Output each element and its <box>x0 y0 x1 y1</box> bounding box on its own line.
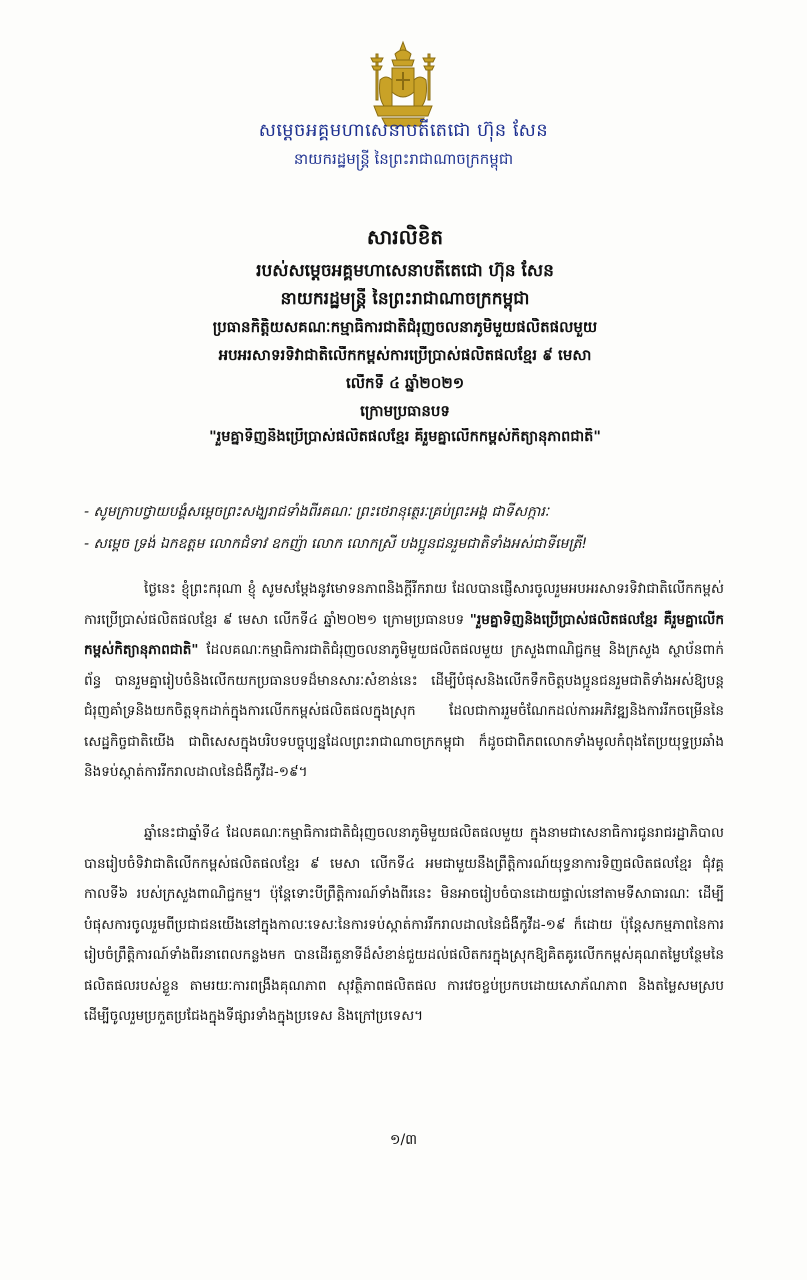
paragraph-intro: ថ្ងៃនេះ ខ្ញុំព្រះករុណា ខ្ញុំ សូមសម្តែងនូវមោទនភាពនិងក្តីរីករាយ ដែលបានផ្ញើសារចូលរួមអបអរសាទរទិវាជាតិលើកកម្ពស់ការប្រើប្រាស់ផលិតផលខ្មែរ ៩ មេសា លើកទី៤ ឆ្នាំ២០២១ ក្រោមប្រធានបទ <box>84 581 724 628</box>
heading-line: ប្រធានកិត្តិយសគណៈកម្មាធិការជាតិជំរុញចលនាភូមិមួយផលិតផលមួយ <box>212 318 598 336</box>
salutation-line: - សម្តេច ទ្រង់ ឯកឧត្តម លោកជំទាវ ឧកញ៉ា លោក លោកស្រី បងប្អូនជនរួមជាតិទាំងអស់ជាទីមេត្រី! <box>84 536 588 552</box>
heading-line: ក្រោមប្រធានបទ <box>360 402 450 420</box>
royal-arms-of-cambodia-icon <box>362 40 444 128</box>
sender-name: សម្តេចអគ្គមហាសេនាបតីតេជោ ហ៊ុន សែន <box>258 120 549 141</box>
heading-line: របស់សម្តេចអគ្គមហាសេនាបតីតេជោ ហ៊ុន សែន <box>256 261 554 281</box>
heading-line: លើកទី ៤ ឆ្នាំ២០២១ <box>345 374 465 392</box>
salutation-line: - សូមក្រាបថ្វាយបង្គំសម្តេចព្រះសង្ឃរាជទាំងពីរគណៈ ព្រះថេរានុត្ថេរៈគ្រប់ព្រះអង្គ ជាទីសក្ការៈ <box>84 504 550 520</box>
heading-line: នាយករដ្ឋមន្ត្រី នៃព្រះរាជាណាចក្រកម្ពុជា <box>280 289 530 309</box>
document-title: សារលិខិត <box>366 225 444 249</box>
paragraph-theme: "រួមគ្នាទិញនិងប្រើប្រាស់ផលិតផលខ្មែរ គឺរួមគ្នាលើកកម្ពស់កិត្យានុភាពជាតិ" <box>84 611 724 658</box>
heading-line: អបអរសាទរទិវាជាតិលើកកម្ពស់ការប្រើប្រាស់ផលិតផលខ្មែរ ៩ មេសា <box>218 346 592 364</box>
body-paragraph <box>84 574 724 788</box>
sender-title: នាយករដ្ឋមន្ត្រី នៃព្រះរាជាណាចក្រកម្ពុជា <box>293 150 514 168</box>
theme-line: "រួមគ្នាទិញនិងប្រើប្រាស់ផលិតផលខ្មែរ គឺរួមគ្នាលើកកម្ពស់កិត្យានុភាពជាតិ" <box>209 429 601 445</box>
paragraph-rest: ដែលគណៈកម្មាធិការជាតិជំរុញចលនាភូមិមួយផលិតផលមួយ ក្រសួងពាណិជ្ជកម្ម និងក្រសួង ស្ថាប័នពាក់ព័ន្ធ បានរួមគ្នារៀបចំនិងលើកយកប្រធានបទដ៏មានសារៈសំខាន់នេះ ដើម្បីបំផុសនិងលើកទឹកចិត្តបងប្អូនជនរួមជាតិទាំងអស់ឱ្យបន្តជំរុញគាំទ្រនិងយកចិត្តទុកដាក់ក្នុងការលើកកម្ពស់ផលិតផលក្នុងស្រុក ដែលជាការរួមចំណែកដល់ការអភិវឌ្ឍនិងការរីកចម្រើននៃសេដ្ឋកិច្ចជាតិយើង ជាពិសេសក្នុងបរិបទបច្ចុប្បន្នដែលព្រះរាជាណាចក្រកម្ពុជា ក៏ដូចជាពិភពលោកទាំងមូលកំពុងតែប្រយុទ្ធប្រឆាំងនិងទប់ស្កាត់ការរីករាលដាលនៃជំងឺកូវីដ-១៩។ <box>84 642 724 780</box>
body-paragraph: ឆ្នាំនេះជាឆ្នាំទី៤ ដែលគណៈកម្មាធិការជាតិជំរុញចលនាភូមិមួយផលិតផលមួយ ក្នុងនាមជាសេនាធិការជូនរាជរដ្ឋាភិបាលបានរៀបចំទិវាជាតិលើកកម្ពស់ផលិតផលខ្មែរ ៩ មេសា លើកទី៤ អមជាមួយនឹងព្រឹត្តិការណ៍យុទ្ធនាការទិញផលិតផលខ្មែរ ជុំវគ្គកាលទី៦ របស់ក្រសួងពាណិជ្ជកម្ម។ ប៉ុន្តែទោះបីព្រឹត្តិការណ៍ទាំងពីរនេះ មិនអាចរៀបចំបានដោយផ្ទាល់នៅតាមទីសាធារណៈ ដើម្បីបំផុសការចូលរួមពីប្រជាជនយើងនៅក្នុងកាលៈទេសៈនៃការទប់ស្កាត់ការរីករាលដាលនៃជំងឺកូវីដ-១៩ ក៏ដោយ ប៉ុន្តែសកម្មភាពនៃការរៀបចំព្រឹត្តិការណ៍ទាំងពីរនាពេលកន្លងមក បានដើរតួនាទីដ៏សំខាន់ជួយដល់ផលិតករក្នុងស្រុកឱ្យគិតគូរលើកកម្ពស់គុណតម្លៃបន្ថែមនៃផលិតផលរបស់ខ្លួន តាមរយៈការពង្រឹងគុណភាព សុវត្ថិភាពផលិតផល ការវេចខ្ចប់ប្រកបដោយសោភ័ណភាព និងតម្លៃសមស្រប ដើម្បីចូលរួមប្រកួតប្រជែងក្នុងទីផ្សារទាំងក្នុងប្រទេស និងក្រៅប្រទេស។ <box>84 825 724 1024</box>
page-number: ១/៣ <box>389 1132 418 1148</box>
